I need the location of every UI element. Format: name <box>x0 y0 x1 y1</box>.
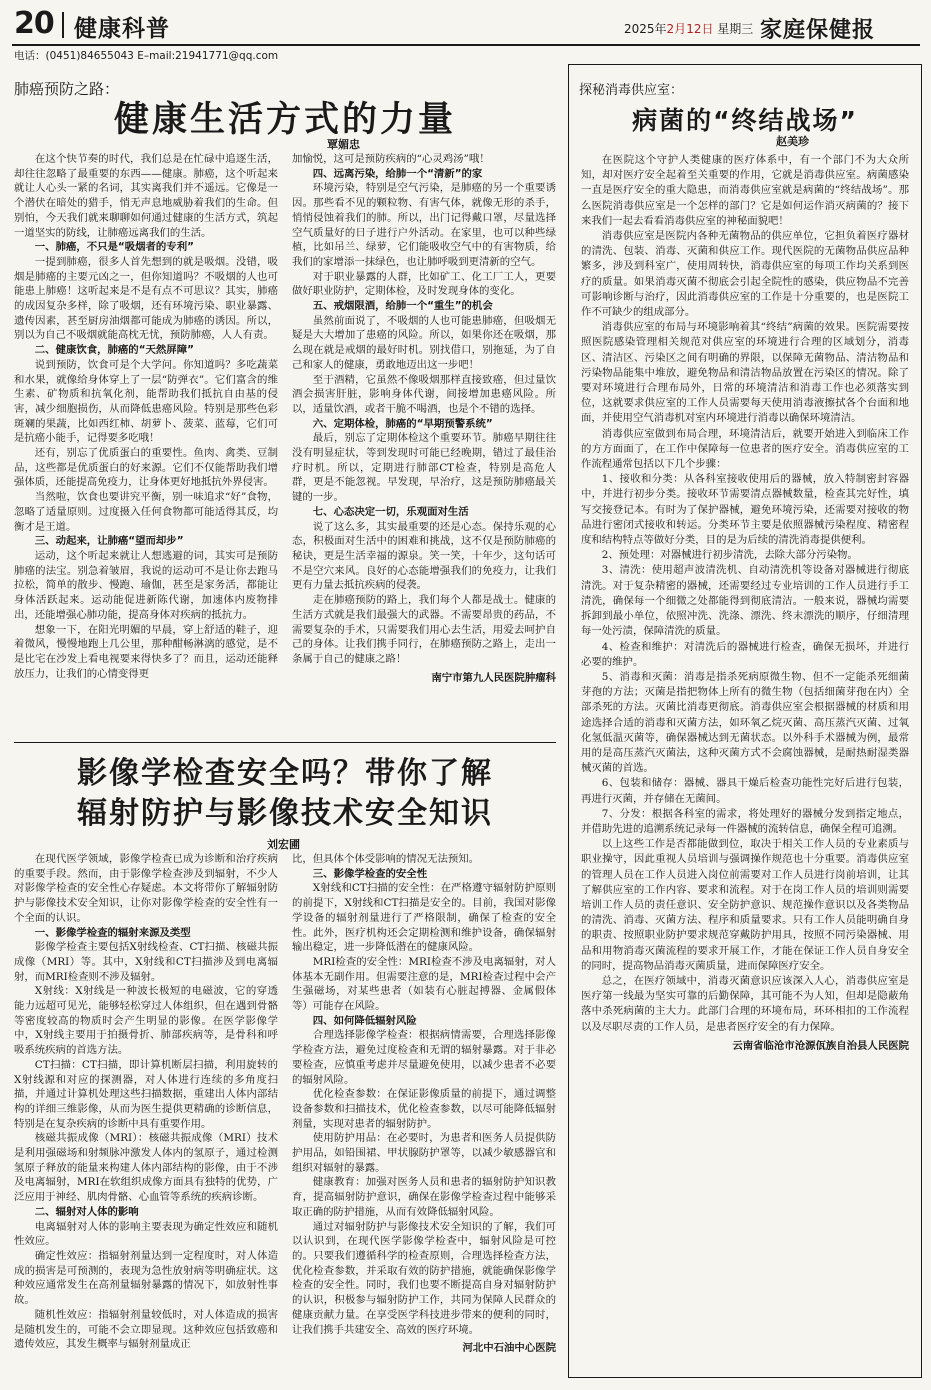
paragraph: 在医院这个守护人类健康的医疗体系中，有一个部门不为大众所知，却对医疗安全起着至关重要的作用，它就是消毒供应室。病菌感染一直是医疗安全的重大隐患，而消毒供应室就是病菌的“终结战场”。那么医院消毒供应室是一个怎样的部门？它是如何运作消灭病菌的？接下来我们一起去看看消毒供应室的神秘面貌吧！ <box>581 154 909 227</box>
article-headline: 病菌的“终结战场” <box>632 106 858 135</box>
article-headline: 健康生活方式的力量 <box>113 100 456 140</box>
article-headline <box>14 754 556 834</box>
paragraph: 说了这么多，其实最重要的还是心态。保持乐观的心态，积极面对生活中的困难和挑战，这不仅是预防肺癌的秘诀，更是生活幸福的源泉。笑一笑，十年少，这句话可不是空穴来风。良好的心态能增强我们的免疫力，让我们更有力量去抵抗疾病的侵袭。 <box>292 520 556 592</box>
subheading: 四、如何降低辐射风险 <box>312 1014 417 1027</box>
article-column <box>14 152 278 738</box>
paragraph: 确定性效应：指辐射剂量达到一定程度时，对人体造成的损害是可预测的，表现为急性放射病等明确症状。这种效应通常发生在高剂量辐射暴露的情况下，如放射性事故。 <box>14 1249 278 1307</box>
date-year: 2025年 <box>624 22 667 36</box>
paragraph: 说到预防，饮食可是个大学问。你知道吗？多吃蔬菜和水果，就像给身体穿上了一层“防弹衣”。它们富含的维生素、矿物质和抗氧化剂，能帮助我们抵抗自由基的侵害，减少细胞损伤，从而降低患癌风险。特别是那些色彩斑斓的果蔬，比如西红柿、胡萝卜、菠菜、蓝莓，它们可是抗癌小能手，记得要多吃哦！ <box>14 358 278 445</box>
paragraph: X射线：X射线是一种波长极短的电磁波，它的穿透能力远超可见光，能够轻松穿过人体组织，但在遇到骨骼等密度较高的物质时会产生明显的影像。在医学影像学中，X射线主要用于拍摄骨折、肺部疾病等，是骨科和呼吸系统疾病的首选方法。 <box>14 985 278 1057</box>
headline-line: 影像学检查安全吗？带你了解 <box>77 756 493 791</box>
page-number: 20 <box>14 6 54 41</box>
header-rule <box>12 44 920 46</box>
paragraph: 影像学检查主要包括X射线检查、CT扫描、核磁共振成像（MRI）等。其中，X射线和CT扫描涉及到电离辐射，而MRI检查则不涉及辐射。 <box>14 941 278 983</box>
paragraph: 最后，别忘了定期体检这个重要环节。肺癌早期往往没有明显症状，等到发现时可能已经晚期，错过了最佳治疗时机。所以，定期进行肺部CT检查，特别是高危人群，更是不能忽视。早发现，早治疗，这是预防肺癌最关键的一步。 <box>292 432 556 504</box>
paragraph: 在这个快节奏的时代，我们总是在忙碌中追逐生活，却往往忽略了最重要的东西——健康。肺癌，这个听起来就让人心头一紧的名词，其实离我们并不遥远。它像是一个潜伏在暗处的猎手，悄无声息地威胁着我们的生命。但别怕，今天我们就来聊聊如何通过健康的生活方式，筑起一道坚实的防线，让肺癌远离我们的生活。 <box>14 153 278 239</box>
article-byline: 赵美珍 <box>776 135 809 148</box>
paragraph: 想象一下，在阳光明媚的早晨，穿上舒适的鞋子，迎着微风，慢慢地跑上几公里，那种酣畅淋漓的感觉，是不是比宅在沙发上看电视要来得快多了？而且，运动还能释放压力，让我们的心情变得更 <box>14 623 278 680</box>
paragraph: 7、分发：根据各科室的需求，将处理好的器械分发到指定地点，并借助先进的追溯系统记录每一件器械的流转信息，确保全程可追溯。 <box>581 807 909 835</box>
paragraph: 消毒供应室的布局与环境影响着其“终结”病菌的效果。医院需要按照医院感染管理相关规范对供应室的环境进行合理的区域划分，消毒区、清洁区、污染区之间有明确的界限，以保障无菌物品、清洁物品和污染物品能集中堆放，避免物品和清洁物品放置在污染区的情况。除了要对环境进行合理布局外，日常的环境清洁和消毒工作也必须落实到位，这就要求供应室的工作人员需要每天使用消毒液擦拭各个台面和地面，并使用空气消毒机对室内环境进行消毒以确保环境清洁。 <box>581 321 909 425</box>
subheading: 二、健康饮食，肺癌的“天然屏障” <box>34 344 194 357</box>
paragraph: 6、包装和储存：器械、器具干燥后检查功能性完好后进行包装，再进行灭菌，并存储在无菌间。 <box>581 777 909 805</box>
paragraph: X射线和CT扫描的安全性：在严格遵守辐射防护原则的前提下，X射线和CT扫描是安全的。目前，我国对影像学设备的辐射剂量进行了严格限制，确保了检查的安全性。此外，医疗机构还会定期检测和维护设备，确保辐射输出稳定，进一步降低潜在的健康风险。 <box>292 882 556 954</box>
subheading: 三、影像学检查的安全性 <box>312 867 428 880</box>
contact-info: 电话：(0451)84655043 E–mail:21941771@qq.com <box>14 50 279 62</box>
article-kicker: 探秘消毒供应室： <box>579 83 684 98</box>
subheading: 三、动起来，让肺癌“望而却步” <box>34 535 184 548</box>
paragraph: 通过对辐射防护与影像技术安全知识的了解，我们可以认识到，在现代医学影像学检查中，辐射风险是可控的。只要我们遵循科学的检查原则，合理选择检查方法，优化检查参数，并采取有效的防护措施，就能确保影像学检查的安全性。同时，我们也要不断提高自身对辐射防护的认识，积极参与辐射防护工作，共同为保障人民群众的健康贡献力量。在享受医学科技进步带来的便利的同时，让我们携手共建安全、高效的医疗环境。 <box>292 1220 556 1336</box>
subheading: 一、影像学检查的辐射来源及类型 <box>34 926 191 939</box>
paragraph: 消毒供应室是医院内各种无菌物品的供应单位，它担负着医疗器材的清洗、包装、消毒、灭菌和供应工作。现代医院的无菌物品供应品种繁多，涉及到科室广，使用周转快，消毒供应室的每项工作均关系到医疗的质量。如果消毒灭菌不彻底会引起全院性的感染，供应物品不完善可影响诊断与治疗，因此消毒供应室的工作是十分重要的，也是医院工作不可缺少的组成部分。 <box>581 230 909 319</box>
author-institution: 南宁市第九人民医院肿瘤科 <box>431 671 556 684</box>
issue-date <box>624 20 753 37</box>
article-column <box>292 852 556 1378</box>
paragraph: 1、接收和分类：从各科室接收使用后的器械，放入特制密封容器中，并进行初步分类。接收环节需要清点器械数量，检查其完好性，填写交接登记本。有时为了保护器械，避免环境污染，还需要对接收的物品进行密闭式接收和转运。分类环节主要是依照器械污染程度、精密程度和结构特点等做好分类，目的是为后续的清洗消毒提供便利。 <box>581 473 909 547</box>
paragraph: 走在肺癌预防的路上，我们每个人都是战士。健康的生活方式就是我们最强大的武器。不需要昂贵的药品，不需要复杂的手术，只需要我们用心去生活，用爱去呵护自己的身体。让我们携手同行，在肺癌预防之路上，走出一条属于自己的健康之路！ <box>292 594 556 665</box>
paragraph: 优化检查参数：在保证影像质量的前提下，通过调整设备参数和扫描技术，优化检查参数，以尽可能降低辐射剂量，实现对患者的辐射防护。 <box>292 1088 556 1130</box>
paragraph: 3、清洗：使用超声波清洗机、自动清洗机等设备对器械进行彻底清洗。对于复杂精密的器械，还需要经过专业培训的工作人员进行手工清洗，确保每一个细微之处都能得到彻底清洁。一般来说，器械均需要拆卸到最小单位，依照冲洗、洗涤、漂洗、终末漂洗的顺序，仔细清理每一处污渍，保障清洗的质量。 <box>581 564 909 638</box>
header-divider <box>62 12 64 38</box>
paragraph: MRI检查的安全性：MRI检查不涉及电离辐射，对人体基本无副作用。但需要注意的是，MRI检查过程中会产生强磁场，对某些患者（如装有心脏起搏器、金属假体等）可能存在风险。 <box>292 955 556 1013</box>
date-day: 12日 <box>686 22 714 36</box>
paragraph: 消毒供应室做到布局合理，环境清洁后，就要开始进入到临床工作的方方面面了，在工作中保障每一位患者的医疗安全。消毒供应室的工作流程通常包括以下几个步骤： <box>581 427 909 471</box>
paragraph: 当然啦，饮食也要讲究平衡，别一味追求“好”食物，忽略了适量原则。过度摄入任何食物都可能适得其反，均衡才是王道。 <box>14 491 278 533</box>
section-name: 健康科普 <box>74 16 170 42</box>
author-institution: 云南省临沧市沧源佤族自治县人民医院 <box>732 1039 909 1052</box>
paragraph: 核磁共振成像（MRI）：核磁共振成像（MRI）技术是利用强磁场和射频脉冲激发人体内的氢原子，通过检测氢原子释放的能量来构建人体内部结构的影像，由于不涉及电离辐射，MRI在软组织成像方面具有独特的优势，广泛应用于神经、肌肉骨骼、心血管等系统的疾病诊断。 <box>14 1132 278 1204</box>
paragraph: 总之，在医疗领域中，消毒灭菌意识应该深入人心，消毒供应室是医疗第一线最为坚实可靠的后勤保障，其可能不为人知，但却是隐蔽角落中杀死病菌的主大力。此部门合理的环境布局，环环相扣的工作流程以及尽职尽责的工作人员，是患者医疗安全的有力保障。 <box>581 974 909 1033</box>
paragraph: 虽然前面说了，不吸烟的人也可能患肺癌，但吸烟无疑是大大增加了患癌的风险。所以，如果你还在吸烟，那么现在就是戒烟的最好时机。别找借口，别拖延，为了自己和家人的健康，勇敢地迈出这一步吧！ <box>292 314 556 371</box>
subheading: 四、远离污染，给肺一个“清新”的家 <box>312 167 483 180</box>
author-institution: 河北中石油中心医院 <box>462 1342 556 1355</box>
paragraph: 随机性效应：指辐射剂量较低时，对人体造成的损害是随机发生的，可能不会立即显现。这种效应包括致癌和遗传效应，其发生概率与辐射剂量成正 <box>14 1308 278 1351</box>
article-column <box>581 153 909 1373</box>
paragraph: 运动，这个听起来就让人想逃避的词，其实可是预防肺癌的法宝。别急着皱眉，我说的运动可不是让你去跑马拉松，简单的散步、慢跑、瑜伽，甚至是家务活，都能让身体活跃起来。运动能促进新陈代谢，加速体内废物排出，还能增强心肺功能，提高身体对疾病的抵抗力。 <box>14 549 278 621</box>
paragraph: 电离辐射对人体的影响主要表现为确定性效应和随机性效应。 <box>14 1220 278 1248</box>
article-byline: 覃媚忠 <box>327 138 360 151</box>
paragraph: CT扫描：CT扫描，即计算机断层扫描，利用旋转的X射线源和对应的探测器，对人体进行连续的多角度扫描，并通过计算机处理这些扫描数据，重建出人体内部结构的详细三维影像，从而为医生提供更精确的诊断信息，特别是在复杂疾病的诊断中具有重要作用。 <box>14 1058 278 1130</box>
paragraph: 5、消毒和灭菌：消毒是指杀死病原微生物、但不一定能杀死细菌芽孢的方法；灭菌是指把物体上所有的微生物（包括细菌芽孢在内）全部杀死的方法。灭菌比消毒更彻底。消毒供应室会根据器械的材质和用途选择合适的消毒和灭菌方法，如环氧乙烷灭菌、高压蒸汽灭菌、过氧化氢低温灭菌等，确保器械达到无菌状态。以外科手术器械为例，最常用的是高压蒸汽灭菌法，这种灭菌方式不会腐蚀器械，是耐热耐湿类器械灭菌的首选。 <box>581 670 909 775</box>
paragraph: 一提到肺癌，很多人首先想到的就是吸烟。没错，吸烟是肺癌的主要元凶之一，但你知道吗？不吸烟的人也可能患上肺癌！这听起来是不是有点不可思议？其实，肺癌的成因复杂多样，除了吸烟，还有环境污染、职业暴露、遗传因素，甚至厨房油烟都可能成为肺癌的诱因。所以，别以为自己不吸烟就能高枕无忧，预防肺癌，人人有责。 <box>14 255 278 342</box>
subheading: 二、辐射对人体的影响 <box>34 1205 139 1218</box>
paragraph: 还有，别忘了优质蛋白的重要性。鱼肉、禽类、豆制品，这些都是优质蛋白的好来源。它们不仅能帮助我们增强体质，还能提高免疫力，让身体更好地抵抗外界侵害。 <box>14 447 278 489</box>
subheading: 五、戒烟限酒，给肺一个“重生”的机会 <box>312 300 493 313</box>
article-lung-cancer <box>14 70 556 738</box>
paragraph: 环境污染，特别是空气污染，是肺癌的另一个重要诱因。那些看不见的颗粒物、有害气体，就像无形的杀手，悄悄侵蚀着我们的肺。所以，出门记得戴口罩，尽量选择空气质量好的日子进行户外活动。在家里，也可以种些绿植，比如吊兰、绿萝，它们能吸收空气中的有害物质，给我们的家增添一抹绿色，也让肺呼吸到更清新的空气。 <box>292 182 556 268</box>
article-kicker: 肺癌预防之路： <box>14 80 120 98</box>
article-sterile-supply-box <box>568 64 922 1378</box>
paragraph: 2、预处理：对器械进行初步清洗，去除大部分污染物。 <box>601 549 858 562</box>
page-header <box>0 0 931 62</box>
subheading: 六、定期体检，肺癌的“早期预警系统” <box>312 417 493 430</box>
paragraph: 合理选择影像学检查：根据病情需要，合理选择影像学检查方法，避免过度检查和无谓的辐射暴露。对于非必要检查，应慎重考虑并尽量避免使用，以减少患者不必要的辐射风险。 <box>292 1029 556 1086</box>
paragraph: 至于酒精，它虽然不像吸烟那样直接致癌，但过量饮酒会损害肝脏，影响身体代谢，间接增加患癌风险。所以，适量饮酒，或者干脆不喝酒，也是个不错的选择。 <box>292 373 556 415</box>
date-month: 2月 <box>666 22 687 36</box>
paper-name: 家庭保健报 <box>760 18 876 43</box>
paragraph: 使用防护用品：在必要时，为患者和医务人员提供防护用品，如铅围裙、甲状腺防护罩等，以减少敏感器官和组织对辐射的暴露。 <box>292 1132 556 1174</box>
paragraph: 加愉悦，这可是预防疾病的“心灵鸡汤”哦！ <box>292 153 490 165</box>
paragraph: 在现代医学领域，影像学检查已成为诊断和治疗疾病的重要手段。然而，由于影像学检查涉及到辐射，不少人对影像学检查的安全性心存疑虑。本文将带你了解辐射防护与影像技术安全知识，让你对影像学检查的安全性有一个全面的认识。 <box>14 853 278 924</box>
article-column <box>292 152 556 738</box>
paragraph: 4、检查和维护：对清洗后的器械进行检查，确保无损坏，并进行必要的维护。 <box>581 640 909 668</box>
weekday: 星期三 <box>717 22 754 36</box>
subheading: 一、肺癌，不只是“吸烟者的专利” <box>34 241 194 254</box>
headline-line: 辐射防护与影像技术安全知识 <box>77 796 493 831</box>
paragraph: 以上这些工作是否都能做到位，取决于相关工作人员的专业素质与职业操守，因此重视人员培训与强调操作规范也十分重要。消毒供应室的管理人员在工作人员进入岗位前需要对工作人员进行岗前培训，让其了解供应室的工作内容、要求和流程。对于在岗工作人员的培训则需要培训工作人员的责任意识、安全防护意识、规范操作意识以及各类物品的清洗、消毒、灭菌方法、程序和质量要求。只有工作人员能明确自身的职责、按照职业防护要求规范穿戴防护用具，按照不同污染器械、用品和用物消毒灭菌流程的要求开展工作，才能在保证工作人员自身安全的同时，提高物品消毒灭菌质量，进而保障医疗安全。 <box>581 838 909 972</box>
paragraph: 比，但具体个体受影响的情况无法预知。 <box>292 853 480 865</box>
paragraph: 对于职业暴露的人群，比如矿工、化工厂工人，更要做好职业防护，定期体检，及时发现身体的变化。 <box>292 270 556 298</box>
subheading: 七、心态决定一切，乐观面对生活 <box>312 505 469 518</box>
article-byline: 刘宏圃 <box>267 838 300 851</box>
article-radiation-safety <box>14 748 556 1378</box>
paragraph: 健康教育：加强对医务人员和患者的辐射防护知识教育，提高辐射防护意识，确保在影像学检查过程中能够采取正确的防护措施，从而有效降低辐射风险。 <box>292 1176 556 1218</box>
article-column <box>14 852 278 1378</box>
section-divider <box>14 742 556 743</box>
